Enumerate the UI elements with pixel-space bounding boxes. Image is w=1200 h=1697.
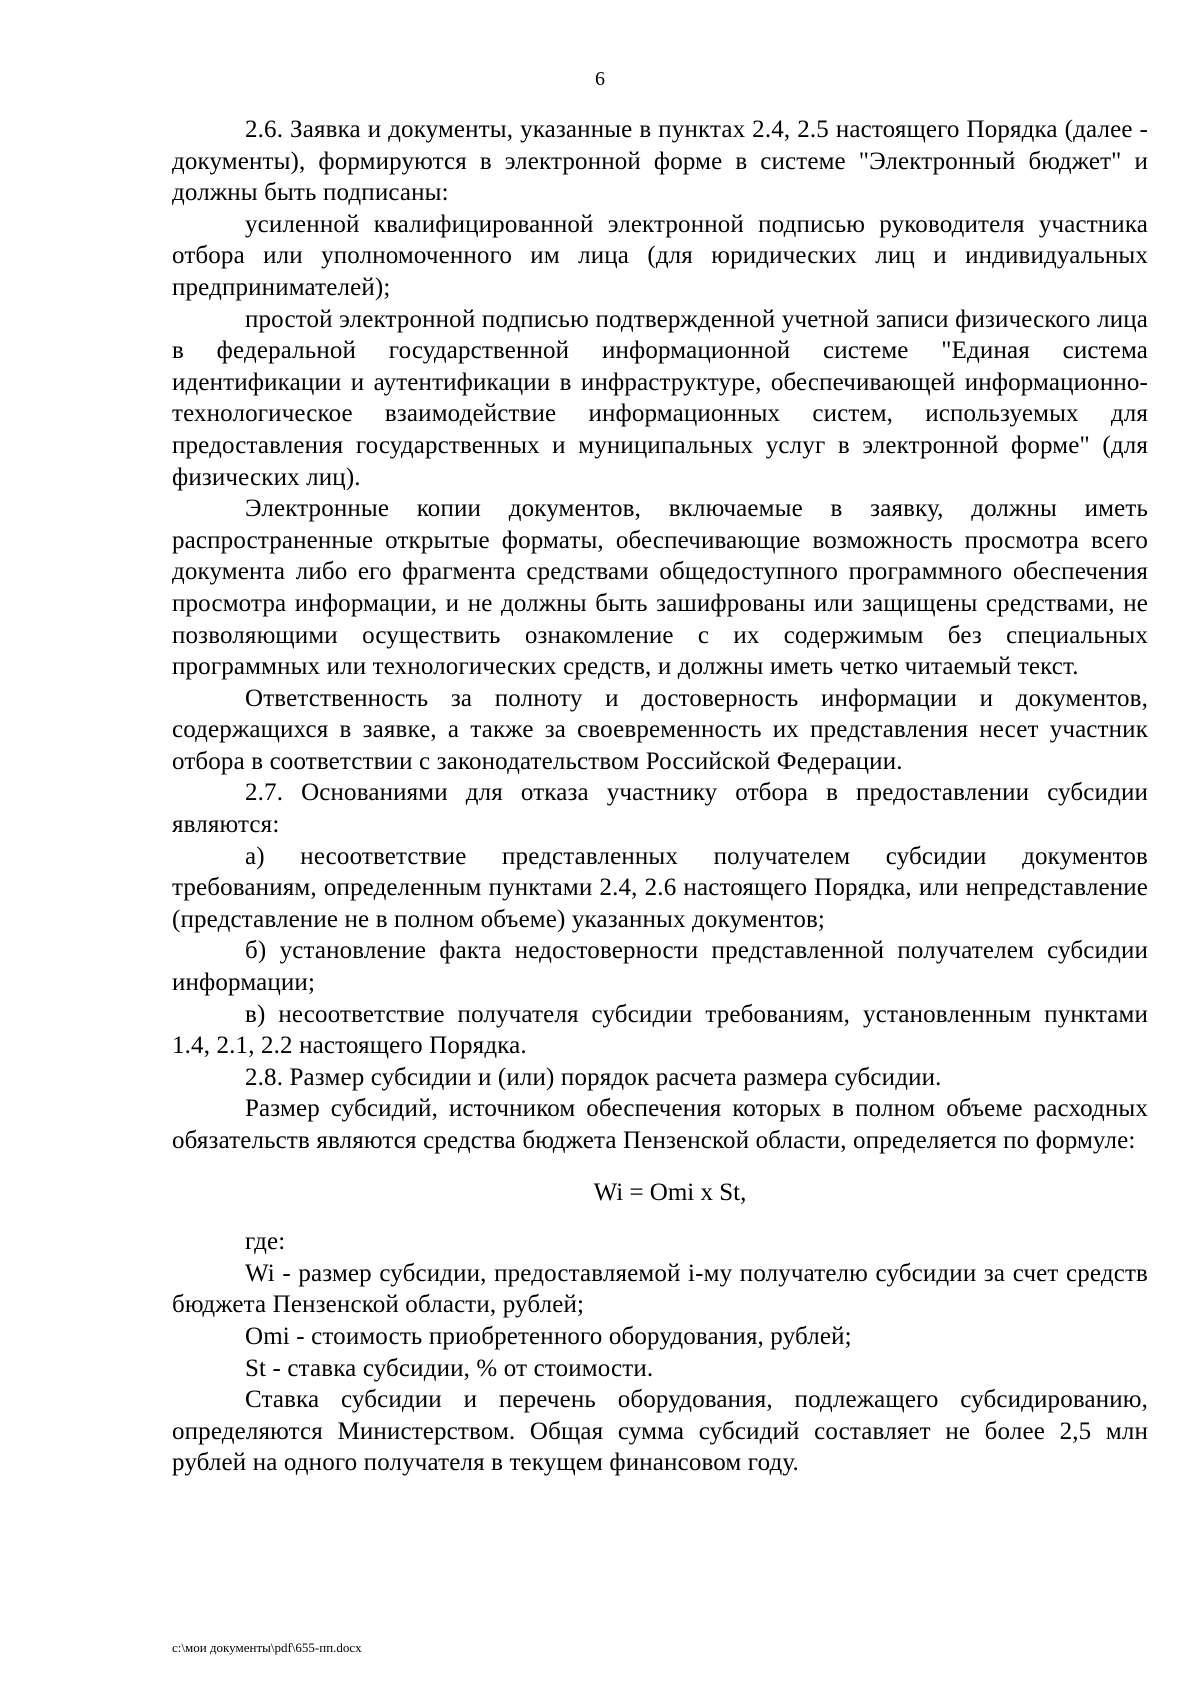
- paragraph-2-7-a: а) несоответствие представленных получателем субсидии документов требованиям, определенным пунктами 2.4, 2.6 настоящего Порядка, или непредставление (представление не в полном объеме) указанных документов;: [172, 842, 1148, 933]
- definition-omi: Omi - стоимость приобретенного оборудования, рублей;: [245, 1322, 852, 1350]
- paragraph-responsibility: Ответственность за полноту и достоверность информации и документов, содержащихся в заявке, а также за своевременность их представления несет участник отбора в соответствии с законодательством Российской Федерации.: [172, 684, 1148, 775]
- paragraph-subsidy-size: Размер субсидий, источником обеспечения которых в полном объеме расходных обязательств являются средства бюджета Пензенской области, определяется по формуле:: [172, 1095, 1148, 1154]
- paragraph-simple-signature: простой электронной подписью подтвержденной учетной записи физического лица в федеральной государственной информационной системе "Единая система идентификации и аутентификации в инфраструктуре, обеспечивающей информационно-технологическое взаимодействие информационных систем, используемых для предоставления государственных и муниципальных услуг в электронной форме" (для физических лиц).: [172, 305, 1148, 491]
- paragraph-subsidy-rate: Ставка субсидии и перечень оборудования, подлежащего субсидированию, определяются Министерством. Общая сумма субсидий составляет не более 2,5 млн рублей на одного получателя в текущем финансовом году.: [172, 1386, 1148, 1477]
- document-body: [172, 114, 1148, 1479]
- paragraph-2-7-b: б) установление факта недостоверности представленной получателем субсидии информации;: [172, 937, 1148, 997]
- footer-file-path: c:\мои документы\pdf\655-пп.docx: [172, 1640, 362, 1655]
- paragraph-qualified-signature: усиленной квалифицированной электронной подписью руководителя участника отбора или уполномоченного им лица (для юридических лиц и индивидуальных предпринимателей);: [172, 210, 1148, 301]
- paragraph-2-6: 2.6. Заявка и документы, указанные в пунктах 2.4, 2.5 настоящего Порядка (далее - документы), формируются в электронной форме в системе "Электронный бюджет" и должны быть подписаны:: [172, 116, 1148, 207]
- subsidy-formula: Wi = Omi x St,: [593, 1178, 747, 1206]
- paragraph-electronic-copies: Электронные копии документов, включаемые в заявку, должны иметь распространенные открытые форматы, обеспечивающие возможность просмотра всего документа либо его фрагмента средствами общедоступного программного обеспечения просмотра информации, и не должны быть зашифрованы или защищены средствами, не позволяющими осуществить ознакомление с их содержимым без специальных программных или технологических средств, и должны иметь четко читаемый текст.: [172, 495, 1148, 681]
- paragraph-2-8: 2.8. Размер субсидии и (или) порядок расчета размера субсидии.: [245, 1063, 942, 1091]
- paragraph-2-7: 2.7. Основаниями для отказа участнику отбора в предоставлении субсидии являются:: [172, 779, 1148, 839]
- paragraph-2-7-v: в) несоответствие получателя субсидии требованиям, установленным пунктами 1.4, 2.1, 2.2 настоящего Порядка.: [172, 1000, 1148, 1060]
- definition-st: St - ставка субсидии, % от стоимости.: [245, 1354, 654, 1382]
- definition-wi: Wi - размер субсидии, предоставляемой i-му получателю субсидии за счет средств бюджета Пензенской области, рублей;: [172, 1259, 1148, 1319]
- paragraph-where: где:: [245, 1228, 286, 1256]
- page-number: 6: [595, 68, 605, 90]
